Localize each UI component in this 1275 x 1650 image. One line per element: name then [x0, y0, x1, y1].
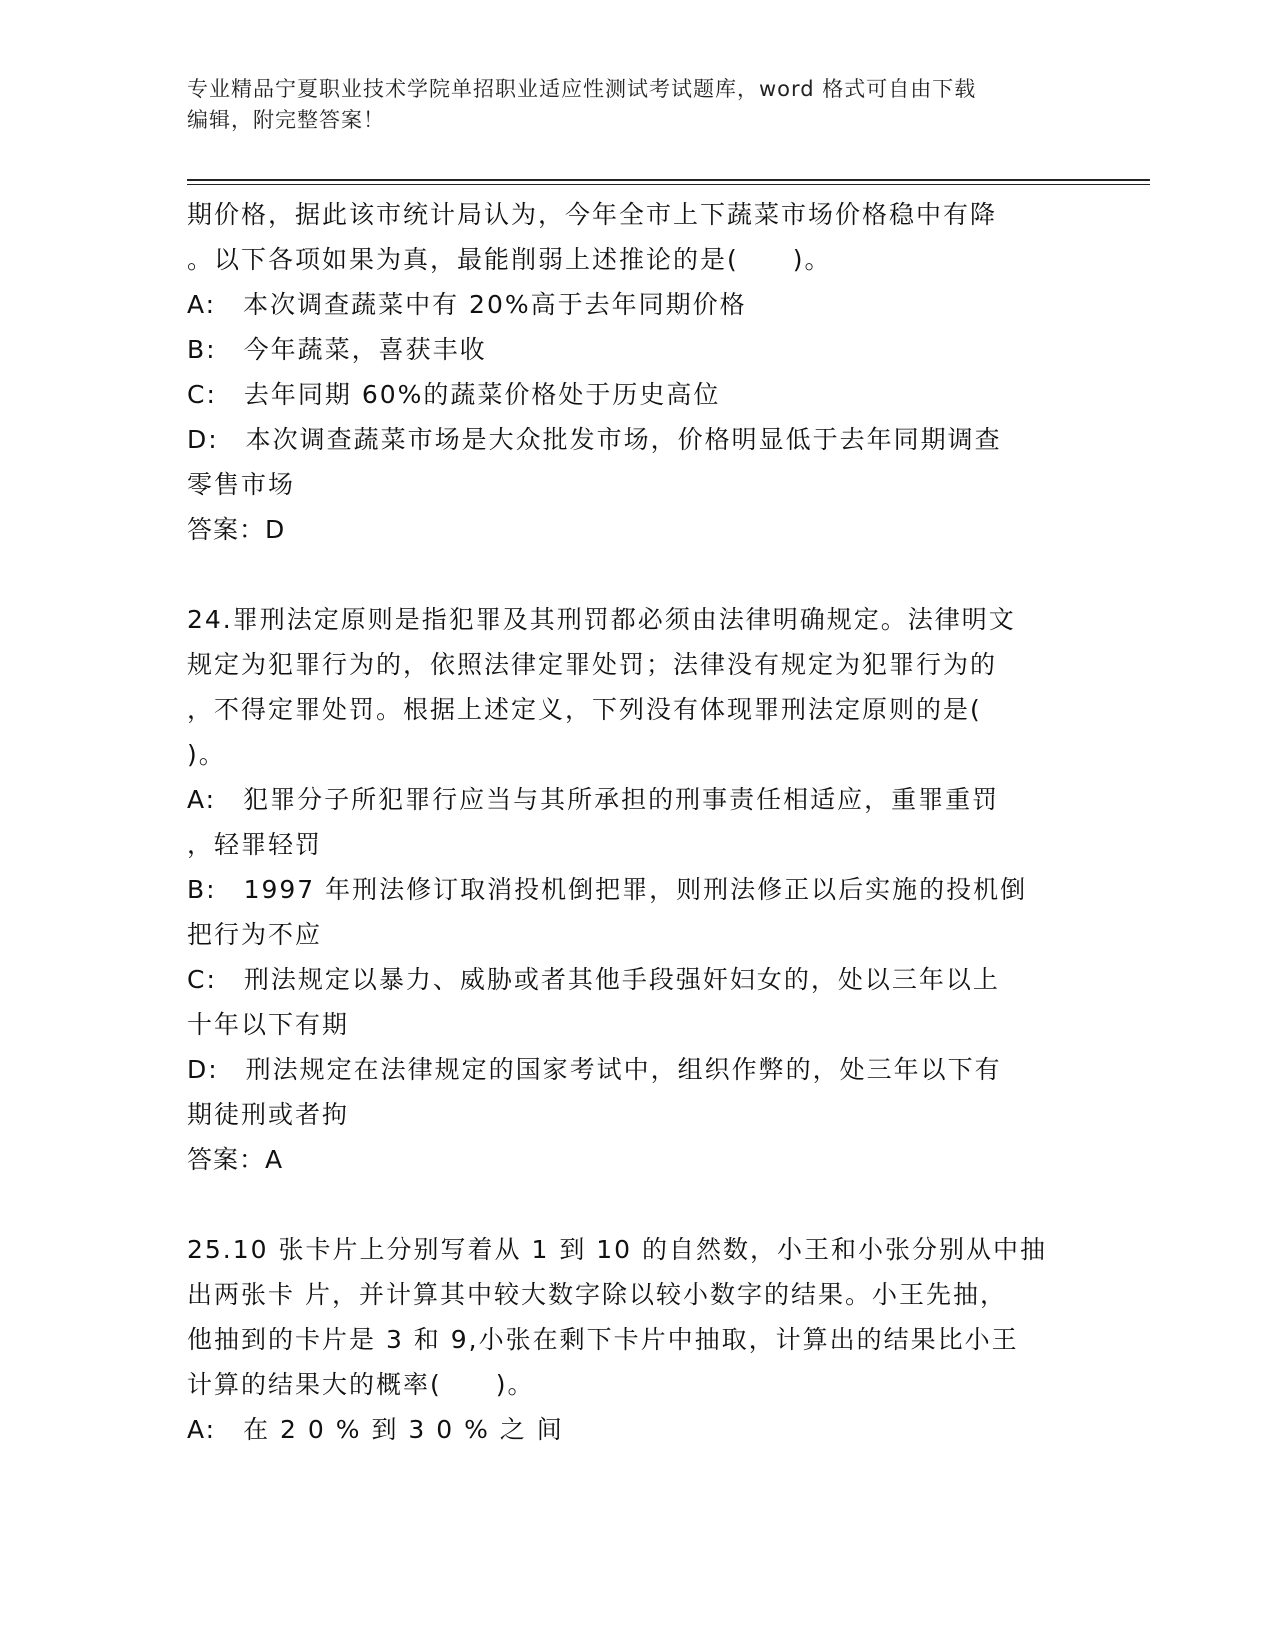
spacer: [187, 552, 1067, 597]
question-23-answer: 答案：D: [187, 515, 286, 544]
page-header: [187, 74, 1067, 136]
question-24-option-a-line-1: A: 犯罪分子所犯罪行应当与其所承担的刑事责任相适应，重罪重罚: [187, 785, 1000, 814]
question-23-stem-line-2: 。以下各项如果为真，最能削弱上述推论的是( )。: [187, 245, 832, 274]
question-24-stem-line-2: 规定为犯罪行为的，依照法律定罪处罚；法律没有规定为犯罪行为的: [187, 650, 998, 679]
question-24-stem-line-3: ，不得定罪处罚。根据上述定义，下列没有体现罪刑法定原则的是(: [187, 695, 982, 724]
question-24-option-b-line-2: 把行为不应: [187, 920, 323, 949]
question-25-stem-line-3: 他抽到的卡片是 3 和 9,小张在剩下卡片中抽取，计算出的结果比小王: [187, 1325, 1019, 1354]
question-25-stem-line-1: 25.10 张卡片上分别写着从 1 到 10 的自然数，小王和小张分别从中抽: [187, 1235, 1048, 1264]
header-line-2: 编辑，附完整答案！: [187, 108, 385, 132]
question-25: [187, 1227, 1067, 1452]
document-body: [187, 192, 1067, 1452]
question-25-stem-line-2: 出两张卡 片，并计算其中较大数字除以较小数字的结果。小王先抽，: [187, 1280, 1007, 1309]
question-24-option-c-line-1: C: 刑法规定以暴力、威胁或者其他手段强奸妇女的，处以三年以上: [187, 965, 1000, 994]
question-23-option-c: C: 去年同期 60%的蔬菜价格处于历史高位: [187, 380, 721, 409]
spacer: [187, 1182, 1067, 1227]
question-23-option-d-line-1: D: 本次调查蔬菜市场是大众批发市场，价格明显低于去年同期调查: [187, 425, 1002, 454]
header-line-1: 专业精品宁夏职业技术学院单招职业适应性测试考试题库，word 格式可自由下载: [187, 77, 977, 101]
question-23-option-b: B: 今年蔬菜，喜获丰收: [187, 335, 487, 364]
question-24: [187, 597, 1067, 1182]
question-25-stem-line-4: 计算的结果大的概率( )。: [187, 1370, 535, 1399]
question-23-option-d-line-2: 零售市场: [187, 470, 296, 499]
question-24-stem-line-1: 24.罪刑法定原则是指犯罪及其刑罚都必须由法律明确规定。法律明文: [187, 605, 1016, 634]
header-rule-thin: [187, 184, 1150, 185]
question-24-option-d-line-2: 期徒刑或者拘: [187, 1100, 350, 1129]
question-23-stem-line-1: 期价格，据此该市统计局认为，今年全市上下蔬菜市场价格稳中有降: [187, 200, 998, 229]
question-24-answer: 答案：A: [187, 1145, 284, 1174]
question-25-option-a: A: 在 2 0 % 到 3 0 % 之 间: [187, 1415, 564, 1444]
question-24-option-a-line-2: ，轻罪轻罚: [187, 830, 323, 859]
question-24-option-c-line-2: 十年以下有期: [187, 1010, 350, 1039]
question-23-option-a: A: 本次调查蔬菜中有 20%高于去年同期价格: [187, 290, 747, 319]
question-24-stem-line-4: )。: [187, 740, 226, 769]
header-rule-thick: [187, 179, 1150, 181]
question-23: [187, 192, 1067, 552]
question-24-option-b-line-1: B: 1997 年刑法修订取消投机倒把罪，则刑法修正以后实施的投机倒: [187, 875, 1028, 904]
question-24-option-d-line-1: D: 刑法规定在法律规定的国家考试中，组织作弊的，处三年以下有: [187, 1055, 1002, 1084]
